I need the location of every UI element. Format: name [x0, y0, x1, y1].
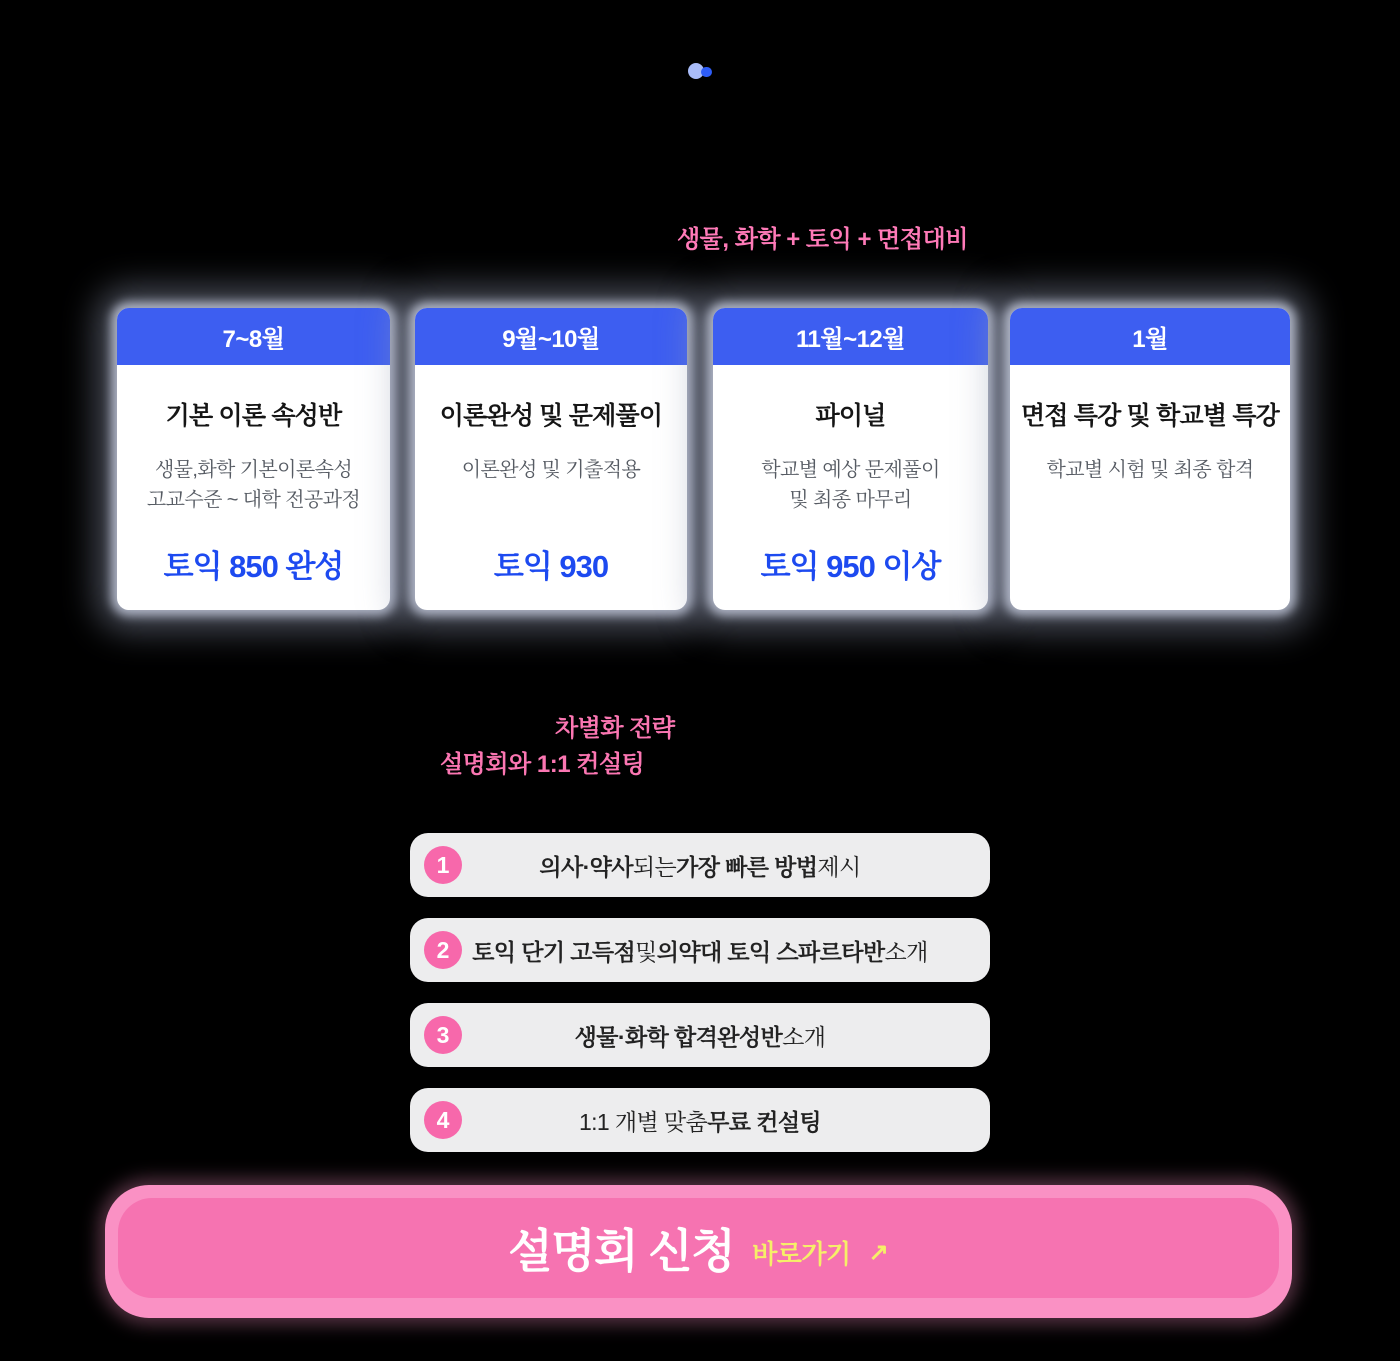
strategy-heading-line2: 설명회와 1:1 컨설팅	[440, 751, 645, 778]
timeline-card-jul-aug	[117, 308, 390, 610]
card-desc-line: 학교별 예상 문제풀이	[761, 459, 940, 481]
logo-dot-dark-icon	[701, 67, 712, 78]
strategy-list-item-4	[410, 1088, 990, 1152]
card-description	[761, 456, 939, 515]
card-description	[1046, 456, 1253, 486]
list-item-text: 토익 단기 고득점 및 의약대 토익 스파르타반 소개	[472, 938, 928, 965]
card-toeic-goal: 토익 930	[493, 549, 609, 584]
card-period-badge: 7~8월	[117, 308, 390, 365]
number-badge: 2	[424, 931, 462, 969]
timeline-card-sep-oct	[415, 308, 687, 610]
list-item-text: 1:1 개별 맞춤 무료 컨설팅	[578, 1108, 822, 1135]
strategy-list-item-3	[410, 1003, 990, 1067]
card-desc-line: 고교수준 ~ 대학 전공과정	[146, 488, 361, 511]
card-desc-line: 학교별 시험 및 최종 합격	[1046, 459, 1254, 481]
timeline-card-nov-dec	[713, 308, 988, 610]
card-period-badge: 11월~12월	[713, 308, 988, 365]
card-toeic-goal: 토익 850 완성	[163, 549, 344, 584]
card-title: 기본 이론 속성반	[165, 402, 342, 430]
card-description	[462, 456, 640, 486]
card-period-badge: 9월~10월	[415, 308, 687, 365]
card-body	[1010, 365, 1290, 610]
card-period-badge: 1월	[1010, 308, 1290, 365]
cta-inner-face	[118, 1198, 1279, 1298]
card-title: 면접 특강 및 학교별 특강	[1020, 402, 1280, 430]
card-description	[147, 456, 360, 515]
card-desc-line: 및 최종 마무리	[789, 488, 912, 511]
number-badge: 3	[424, 1016, 462, 1054]
list-item-text: 생물·화학 합격완성반 소개	[574, 1023, 826, 1050]
cta-go-link[interactable]: 바로가기	[752, 1238, 851, 1269]
strategy-list-item-2	[410, 918, 990, 982]
card-body	[713, 365, 988, 610]
card-desc-line: 생물,화학 기본이론속성	[154, 459, 353, 481]
arrow-up-right-icon: ↗	[868, 1238, 889, 1266]
card-title: 이론완성 및 문제풀이	[439, 402, 663, 430]
two-dots-logo-icon	[688, 63, 714, 80]
cta-label: 설명회 신청	[508, 1225, 735, 1277]
briefing-apply-button[interactable]	[105, 1185, 1292, 1318]
card-desc-line: 이론완성 및 기출적용	[461, 459, 641, 481]
card-toeic-goal: 토익 950 이상	[760, 549, 941, 584]
strategy-list-item-1	[410, 833, 990, 897]
number-badge: 1	[424, 846, 462, 884]
timeline-card-jan	[1010, 308, 1290, 610]
list-item-text: 의사·약사 되는 가장 빠른 방법 제시	[539, 853, 861, 880]
card-body	[117, 365, 390, 610]
strategy-heading-line1: 차별화 전략	[555, 715, 675, 742]
hero-subtitle: 생물, 화학 + 토익 + 면접대비	[677, 226, 968, 253]
card-title: 파이널	[815, 402, 886, 430]
card-body	[415, 365, 687, 610]
number-badge: 4	[424, 1101, 462, 1139]
